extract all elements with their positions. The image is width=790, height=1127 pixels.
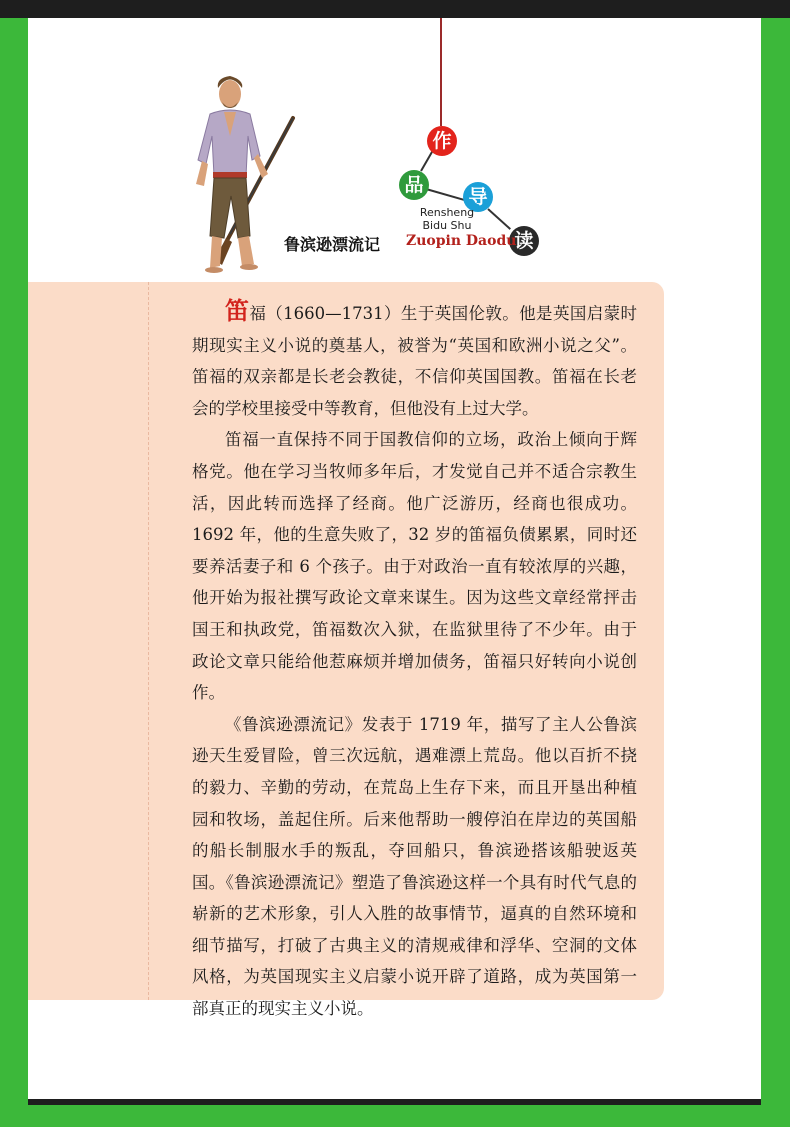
series-pinyin	[410, 206, 484, 232]
connector-line	[487, 208, 511, 230]
book-title: 鲁滨逊漂流记	[284, 235, 381, 254]
paragraph-1-text: 福（1660—1731）生于英国伦敦。他是英国启蒙时期现实主义小说的奠基人，被誉为“英国和欧洲小说之父”。笛福的双亲都是长老会教徒，不信仰英国国教。笛福在长老会的学校里接受中等教育，但他没有上过大学。	[192, 304, 637, 418]
circle-char-zuo: 作	[427, 126, 457, 156]
series-pinyin-line2: Bidu Shu	[422, 219, 472, 232]
series-pinyin-line1: Rensheng	[419, 206, 475, 219]
circle-char-du: 读	[509, 226, 539, 256]
header-hanging-line	[440, 18, 442, 126]
intro-text	[192, 295, 637, 1025]
book-page	[28, 18, 761, 1103]
robinson-crusoe-illustration	[158, 66, 298, 276]
section-pinyin-title: Zuopin Daodu	[406, 233, 517, 249]
paragraph-1	[192, 295, 637, 424]
connector-line	[426, 188, 467, 201]
top-border	[0, 0, 790, 18]
paragraph-3: 《鲁滨逊漂流记》发表于 1719 年，描写了主人公鲁滨逊天生爱冒险，曾三次远航，遇难漂上荒岛。他以百折不挠的毅力、辛勤的劳动，在荒岛上生存下来，而且开垦出种植园和牧场，盖起住所。后来他帮助一艘停泊在岸边的英国船的船长制服水手的叛乱，夺回船只，鲁滨逊搭该船驶返英国。《鲁滨逊漂流记》塑造了鲁滨逊这样一个具有时代气息的崭新的艺术形象，引人入胜的故事情节，逼真的自然环境和细节描写，打破了古典主义的清规戒律和浮华、空洞的文体风格，为英国现实主义启蒙小说开辟了道路，成为英国第一部真正的现实主义小说。	[192, 714, 637, 1019]
dropcap: 笛	[225, 296, 250, 325]
paragraph-2: 笛福一直保持不同于国教信仰的立场，政治上倾向于辉格党。他在学习当牧师多年后，才发觉自己并不适合宗教生活，因此转而选择了经商。他广泛游历，经商也很成功。1692 年，他的生意失败了，32 岁的笛福负债累累，同时还要养活妻子和 6 个孩子。由于对政治一直有较浓厚的兴趣，他开始为报社撰写政论文章来谋生。因为这些文章经常抨击国王和执政党，笛福数次入狱，在监狱里待了不少年。由于政论文章只能给他惹麻烦并增加债务，笛福只好转向小说创作。	[192, 430, 637, 703]
bottom-border	[28, 1099, 761, 1105]
circle-char-dao: 导	[463, 182, 493, 212]
panel-divider	[148, 282, 149, 1000]
circle-char-pin: 品	[399, 170, 429, 200]
